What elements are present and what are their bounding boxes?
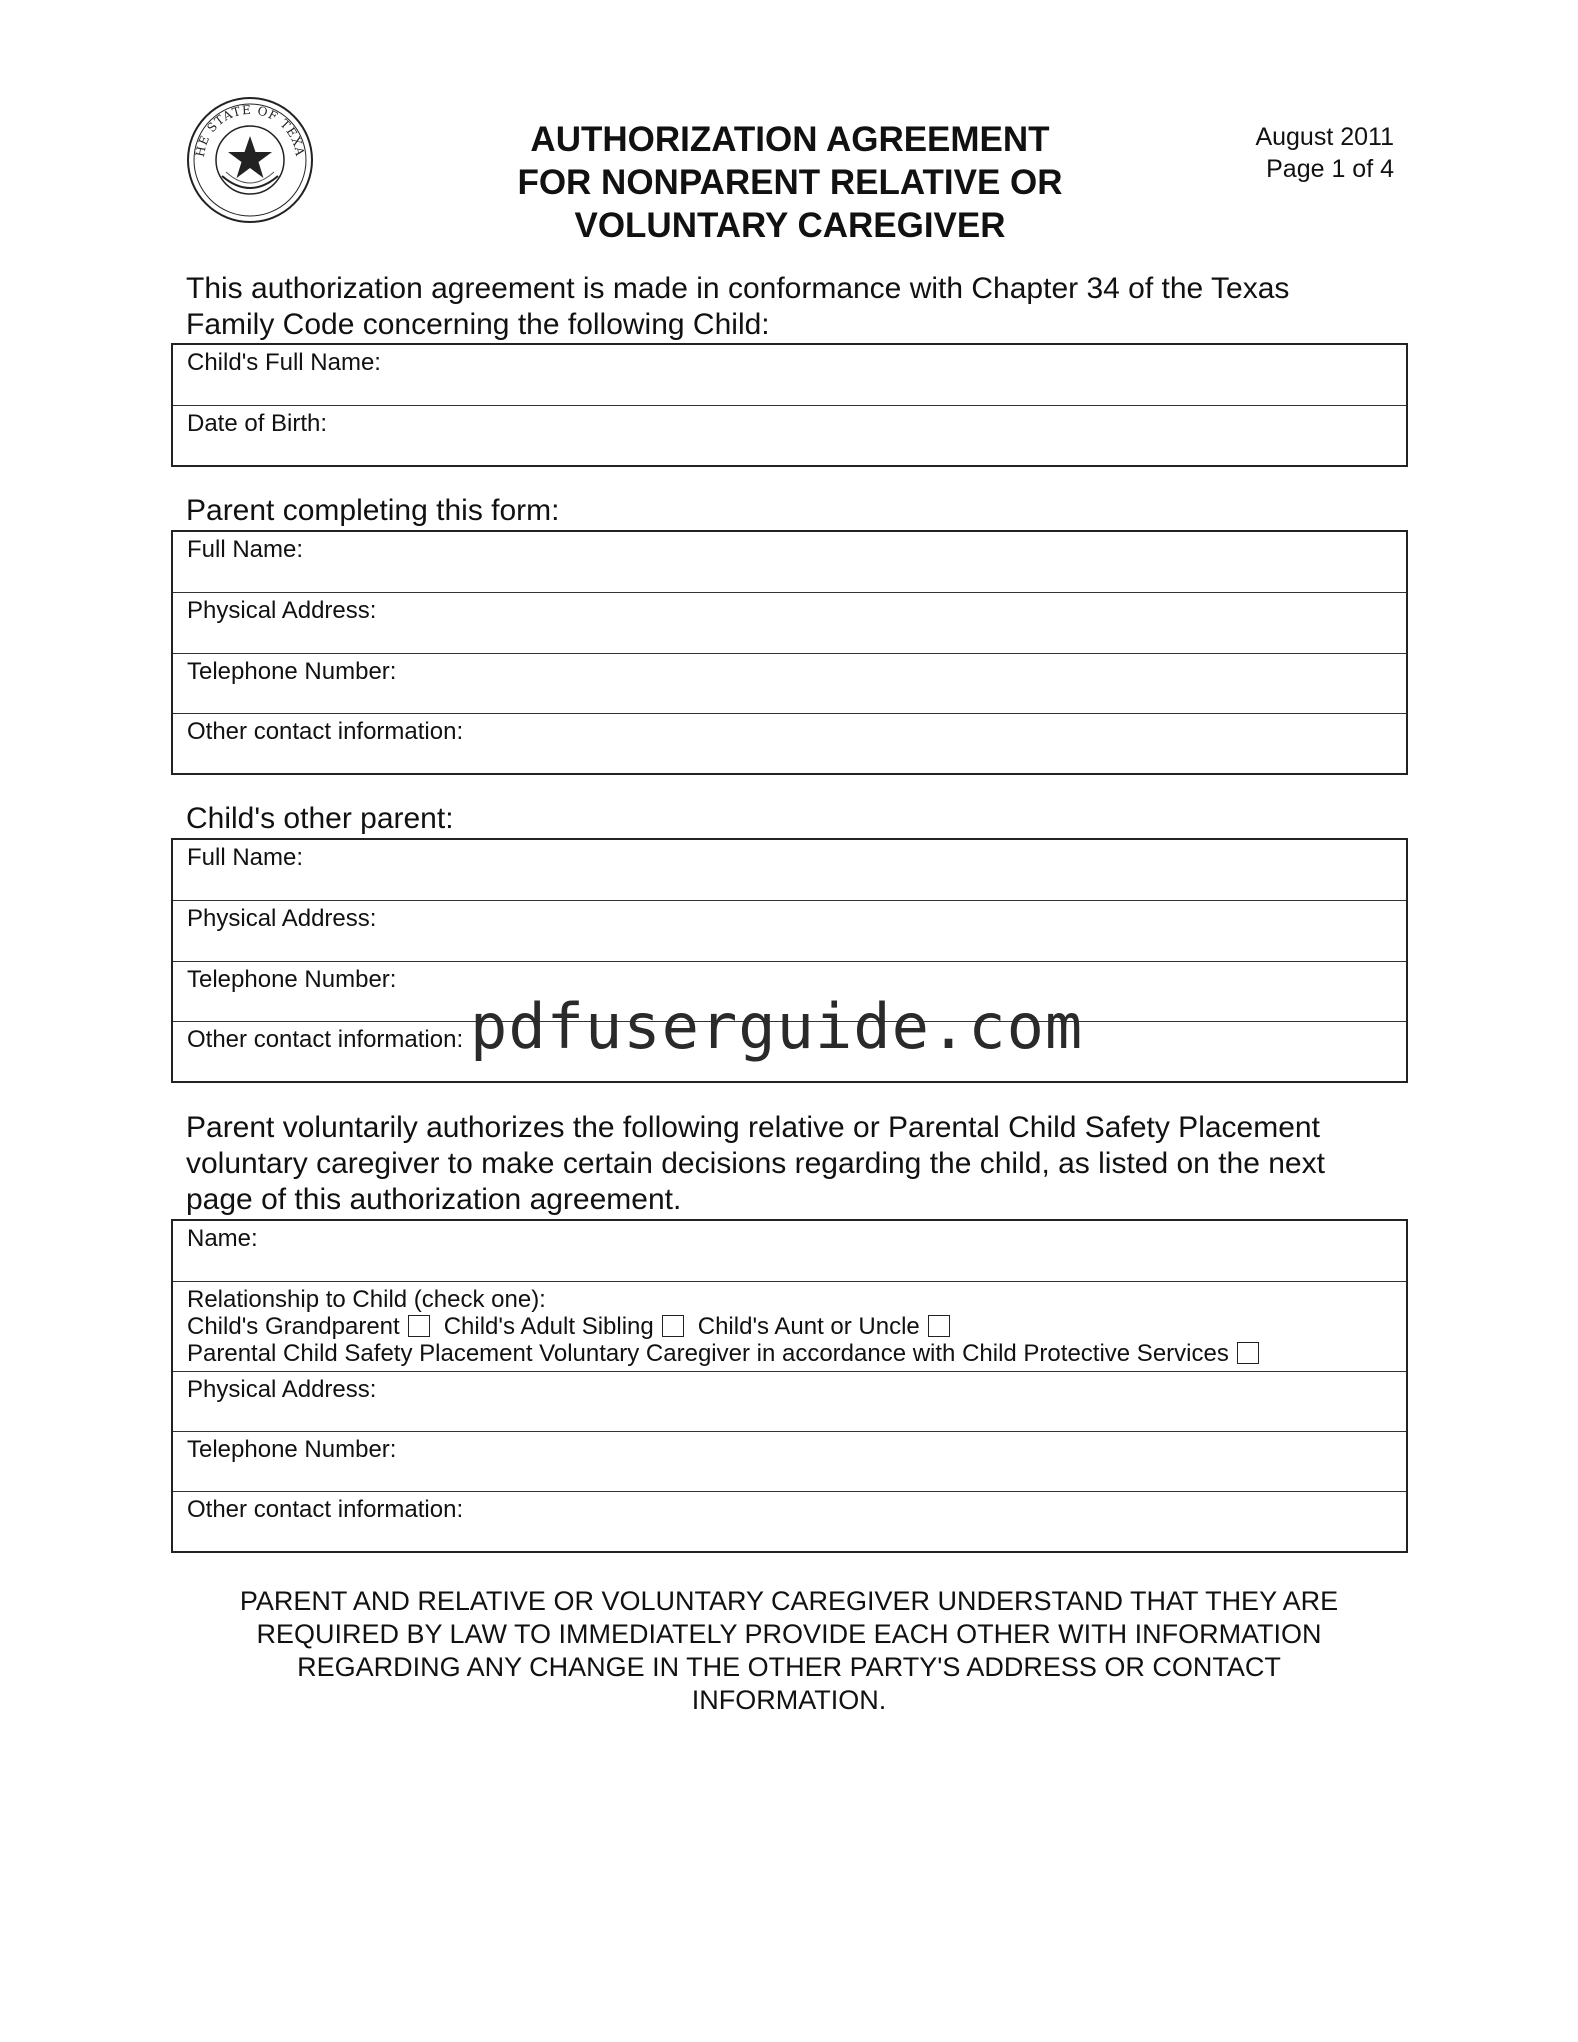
other-parent-address-field[interactable] [173,900,1406,961]
parent-phone-field[interactable] [173,653,1406,713]
caregiver-address-label: Physical Address: [187,1376,377,1403]
form-title [440,118,1140,247]
child-dob-label: Date of Birth: [187,410,328,437]
intro-line-1: This authorization agreement is made in conformance with Chapter 34 of the Texas [186,272,1290,305]
intro-paragraph [186,271,1416,343]
caregiver-intro-paragraph [186,1110,1416,1218]
notice-line-3: REGARDING ANY CHANGE IN THE OTHER PARTY'S ADDRESS OR CONTACT [297,1652,1281,1682]
caregiver-other-contact-label: Other contact information: [187,1496,464,1523]
other-parent-address-label: Physical Address: [187,905,377,932]
other-parent-other-contact-label: Other contact information: [187,1026,464,1053]
intro-line-2: Family Code concerning the following Child: [186,308,770,341]
grandparent-checkbox[interactable] [408,1315,430,1337]
caregiver-address-field[interactable] [173,1371,1406,1431]
legal-notice [186,1585,1392,1717]
page-number: Page 1 of 4 [1266,155,1394,183]
option-aunt-uncle-label: Child's Aunt or Uncle [697,1313,920,1340]
form-date-block [1180,121,1394,185]
caregiver-name-label: Name: [187,1225,258,1252]
title-line-2: FOR NONPARENT RELATIVE OR [517,163,1063,202]
form-date: August 2011 [1255,123,1394,151]
parent-other-contact-field[interactable] [173,713,1406,773]
notice-line-4: INFORMATION. [691,1685,887,1715]
caregiver-info-box [171,1219,1408,1553]
caregiver-relationship-row [173,1281,1406,1371]
texas-state-seal [186,96,314,224]
relationship-options-line [187,1313,1406,1340]
relationship-label: Relationship to Child (check one): [187,1286,546,1313]
parent-heading: Parent completing this form: [186,494,560,527]
parent-address-label: Physical Address: [187,597,377,624]
other-parent-full-name-label: Full Name: [187,844,304,871]
watermark-text: pdfuserguide.com [470,990,1084,1063]
title-line-1: AUTHORIZATION AGREEMENT [530,120,1050,159]
pcsp-caregiver-checkbox[interactable] [1237,1342,1259,1364]
caregiver-intro-line-1: Parent voluntarily authorizes the following relative or Parental Child Safety Placement [186,1111,1320,1144]
parent-other-contact-label: Other contact information: [187,718,464,745]
pcsp-option-line [187,1340,1406,1367]
parent-info-box [171,530,1408,775]
child-dob-field[interactable] [173,405,1406,465]
caregiver-phone-field[interactable] [173,1431,1406,1491]
svg-text:THE STATE OF TEXAS: HE STATE OF TEXA [192,102,308,158]
child-info-box [171,343,1408,467]
other-parent-heading: Child's other parent: [186,802,454,835]
caregiver-phone-label: Telephone Number: [187,1436,397,1463]
caregiver-other-contact-field[interactable] [173,1491,1406,1551]
title-line-3: VOLUNTARY CAREGIVER [574,206,1006,245]
other-parent-full-name-field[interactable] [173,840,1406,900]
child-full-name-label: Child's Full Name: [187,349,381,376]
parent-full-name-label: Full Name: [187,536,304,563]
option-grandparent-label: Child's Grandparent [187,1313,400,1340]
option-pcsp-label: Parental Child Safety Placement Voluntary Caregiver in accordance with Child Protective Services [187,1340,1229,1367]
caregiver-name-field[interactable] [173,1221,1406,1281]
caregiver-intro-line-3: page of this authorization agreement. [186,1183,682,1216]
option-sibling-label: Child's Adult Sibling [443,1313,654,1340]
caregiver-intro-line-2: voluntary caregiver to make certain decisions regarding the child, as listed on the next [186,1147,1325,1180]
parent-phone-label: Telephone Number: [187,658,397,685]
aunt-uncle-checkbox[interactable] [928,1315,950,1337]
adult-sibling-checkbox[interactable] [662,1315,684,1337]
parent-address-field[interactable] [173,592,1406,653]
notice-line-1: PARENT AND RELATIVE OR VOLUNTARY CAREGIVER UNDERSTAND THAT THEY ARE [239,1586,1339,1616]
parent-full-name-field[interactable] [173,532,1406,592]
child-full-name-field[interactable] [173,345,1406,405]
notice-line-2: REQUIRED BY LAW TO IMMEDIATELY PROVIDE EACH OTHER WITH INFORMATION [256,1619,1322,1649]
other-parent-phone-label: Telephone Number: [187,966,397,993]
